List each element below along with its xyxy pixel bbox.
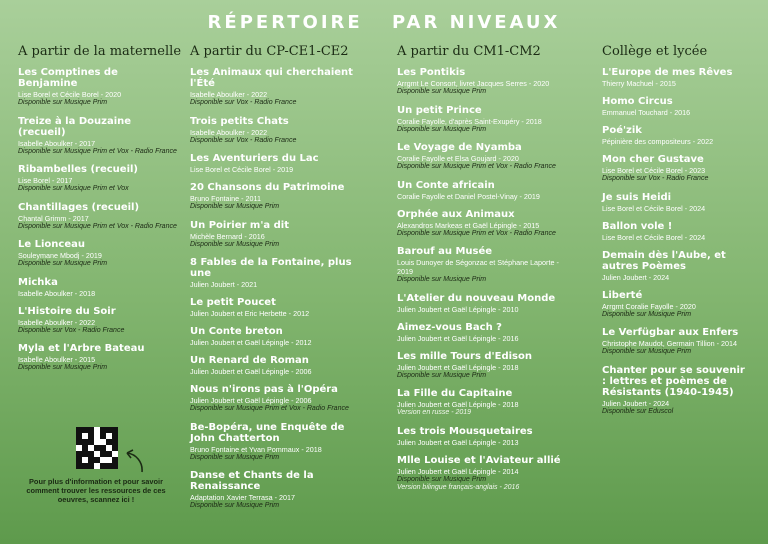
work-year: 2006	[295, 367, 312, 376]
separator: -	[66, 213, 73, 223]
work-credits	[602, 302, 752, 311]
list-item	[190, 153, 370, 174]
separator: -	[682, 166, 690, 175]
work-title: Un Conte africain	[397, 179, 495, 191]
work-authors: Bruno Fontaine	[190, 194, 240, 203]
separator: -	[496, 466, 503, 476]
work-year: 2011	[245, 194, 262, 203]
work-availability: Disponible sur Musique Prim	[397, 276, 487, 283]
list-item	[18, 306, 178, 336]
work-availability: Disponible sur Musique Prim	[190, 502, 280, 509]
work-availability: Disponible sur Musique Prim et Vox - Radio France	[18, 222, 177, 230]
list-item	[602, 192, 752, 213]
separator: -	[49, 176, 57, 185]
list-item	[190, 384, 370, 414]
work-note: Version bilingue français-anglais - 2016	[397, 484, 520, 491]
work-title: Le petit Poucet	[190, 297, 276, 308]
work-credits	[397, 192, 572, 201]
list-item	[397, 105, 572, 135]
list-item	[190, 116, 370, 146]
work-year: 2016	[502, 333, 519, 343]
work-availability: Disponible sur Musique Prim	[190, 453, 280, 461]
work-year: 2017	[56, 176, 73, 185]
work-title: Je suis Heidi	[602, 191, 672, 203]
work-availability: Disponible sur Musique Prim	[397, 125, 487, 133]
work-authors: Julien Joubert et Gaël Lépingle	[397, 466, 497, 476]
work-title: Les Animaux qui cherchaient l'Été	[190, 67, 353, 89]
column-cm1-cm2	[397, 44, 572, 501]
separator: -	[714, 339, 722, 348]
work-authors: Isabelle Aboulker	[190, 127, 245, 137]
work-authors: Julien Joubert et Gaël Lépingle	[397, 362, 497, 372]
column-heading: Collège et lycée	[602, 44, 708, 59]
work-year: 2015	[79, 355, 96, 364]
column-heading: A partir du CM1-CM2	[397, 44, 541, 59]
work-availability: Disponible sur Musique Prim	[602, 310, 692, 318]
work-year: 2018	[502, 362, 519, 372]
work-year: 2017	[79, 138, 96, 148]
work-title: L'Europe de mes Rêves	[602, 67, 733, 78]
separator: -	[242, 231, 249, 241]
separator: -	[72, 317, 80, 327]
work-title: Barouf au Musée	[397, 246, 493, 257]
work-year: 2012	[293, 309, 310, 318]
work-authors: Christophe Maudot, Germain Tillion	[602, 339, 715, 348]
separator: -	[299, 444, 306, 454]
work-authors: Michèle Bernard	[190, 231, 243, 241]
separator: -	[646, 398, 654, 408]
column-heading: A partir de la maternelle	[18, 44, 182, 59]
work-credits	[602, 108, 752, 117]
work-year: 2019	[397, 267, 413, 276]
list-item	[190, 326, 370, 347]
work-authors: Lise Borel	[18, 176, 50, 185]
separator: -	[286, 309, 294, 318]
work-year: 2023	[689, 166, 706, 175]
work-credits	[18, 318, 178, 327]
work-year: 2016	[674, 108, 691, 117]
work-credits	[18, 355, 178, 364]
work-title: Ballon vole !	[602, 220, 673, 232]
separator: -	[646, 272, 654, 282]
work-availability: Disponible sur Vox - Radio France	[18, 326, 125, 334]
work-authors: Julien Joubert	[602, 398, 647, 408]
separator: -	[496, 362, 503, 372]
work-authors: Isabelle Aboulker	[190, 90, 245, 99]
arrow-icon	[122, 448, 148, 474]
page-title	[0, 12, 768, 33]
work-credits	[397, 467, 572, 476]
work-authors: Isabelle Aboulker	[18, 317, 73, 327]
separator: -	[289, 338, 296, 347]
work-title: Le Voyage de Nyamba	[397, 142, 522, 153]
work-authors: Lise Borel et Cécile Borel	[602, 232, 683, 242]
work-credits	[190, 232, 370, 241]
work-title: Un Poirier m'a dit	[190, 219, 289, 231]
work-title: Chantillages (recueil)	[18, 201, 140, 213]
work-authors: Isabelle Aboulker	[18, 288, 73, 298]
separator: -	[516, 220, 524, 230]
work-title: Les Comptines de Benjamine	[18, 67, 118, 89]
work-credits	[190, 90, 370, 99]
work-year: 2024	[653, 398, 670, 408]
list-item	[190, 257, 370, 289]
work-authors: Coralie Fayolle et Elsa Goujard	[397, 154, 497, 163]
separator: -	[682, 203, 690, 213]
work-credits	[397, 221, 572, 230]
work-availability: Disponible sur Musique Prim et Vox - Radio France	[18, 147, 177, 155]
work-year: 2013	[502, 437, 519, 447]
separator: -	[653, 79, 660, 88]
list-item	[190, 355, 370, 376]
work-credits	[18, 139, 178, 148]
list-item	[602, 154, 752, 184]
work-year: 2020	[679, 301, 696, 311]
list-item	[18, 164, 178, 194]
work-note: Version en russe - 2019	[397, 409, 472, 416]
separator: -	[496, 304, 503, 314]
work-title: Treize à la Douzaine (recueil)	[18, 115, 132, 138]
work-year: 2017	[72, 213, 89, 223]
list-item	[18, 239, 178, 269]
work-availability: Disponible sur Vox - Radio France	[190, 99, 297, 106]
work-authors: Julien Joubert et Gaël Lépingle	[397, 437, 497, 447]
work-authors: Arrgmt Coralie Fayolle	[602, 301, 674, 311]
work-title: Mon cher Gustave	[602, 154, 704, 165]
work-year: 2020	[502, 154, 519, 163]
work-credits	[602, 339, 752, 348]
column-heading: A partir du CP-CE1-CE2	[190, 44, 349, 59]
work-year: 2022	[251, 127, 268, 137]
work-title: Myla et l'Arbre Bateau	[18, 343, 145, 354]
work-authors: Isabelle Aboulker	[18, 138, 73, 148]
work-credits	[397, 79, 572, 88]
work-authors: Julien Joubert et Gaël Lépingle	[397, 304, 497, 314]
work-title: Liberté	[602, 289, 643, 301]
work-credits	[18, 176, 178, 185]
work-authors: Thierry Machuel	[602, 79, 654, 88]
work-title: Les Pontikis	[397, 67, 466, 78]
work-availability: Disponible sur Musique Prim	[18, 364, 108, 371]
work-credits	[602, 137, 752, 146]
work-authors: Emmanuel Touchard	[602, 108, 668, 117]
work-year: 2018	[502, 400, 519, 409]
work-year: 2015	[659, 79, 676, 88]
work-credits	[190, 165, 370, 174]
work-availability: Disponible sur Vox - Radio France	[190, 136, 297, 144]
work-title: Michka	[18, 276, 58, 288]
work-authors: Julien Joubert et Gaël Lépingle	[397, 400, 497, 409]
work-title: Trois petits Chats	[190, 115, 289, 127]
work-year: 2022	[697, 137, 714, 146]
work-year: 2012	[295, 338, 312, 347]
work-credits	[18, 90, 178, 99]
work-year: 2022	[79, 317, 96, 327]
work-availability: Disponible sur Musique Prim	[190, 203, 280, 210]
qr-info-text: Pour plus d'information et pour savoir comment trouver les ressources de ces oeuvres, scannez ici !	[26, 477, 166, 504]
work-title: 20 Chansons du Patrimoine	[190, 182, 345, 193]
list-item	[397, 246, 572, 285]
work-availability: Disponible sur Musique Prim	[397, 371, 487, 379]
work-credits	[397, 258, 572, 276]
work-credits	[397, 334, 572, 343]
work-year: 2019	[85, 251, 102, 260]
work-authors: Alexandros Markeas et Gaël Lépingle	[397, 220, 517, 230]
list-item	[602, 96, 752, 117]
separator: -	[496, 154, 503, 163]
separator: -	[519, 116, 526, 126]
work-authors: Coralie Fayolle et Daniel Postel-Vinay	[397, 191, 518, 201]
work-year: 2022	[251, 90, 268, 99]
work-availability: Disponible sur Musique Prim	[190, 240, 280, 248]
work-authors: Arrgmt Le Consort, livret Jacques Serres	[397, 79, 527, 88]
work-availability: Disponible sur Musique Prim	[397, 88, 487, 95]
list-item	[602, 290, 752, 320]
work-credits	[190, 445, 370, 454]
work-year: 2010	[502, 304, 519, 314]
list-item	[397, 426, 572, 447]
work-credits	[18, 289, 178, 298]
work-year: 2020	[533, 79, 550, 88]
work-title: L'Histoire du Soir	[18, 305, 116, 317]
separator: -	[272, 493, 279, 502]
list-item	[18, 67, 178, 108]
qr-module	[112, 463, 118, 469]
work-title: Aimez-vous Bach ?	[397, 321, 502, 333]
title-part-2: PAR NIVEAUX	[391, 12, 561, 33]
work-title: Homo Circus	[602, 96, 673, 107]
separator: -	[496, 437, 503, 447]
work-authors: Souleymane Mbodj	[18, 251, 80, 260]
work-year: 2019	[523, 191, 540, 201]
work-year: 2006	[295, 396, 312, 405]
work-credits	[397, 154, 572, 163]
list-item	[602, 365, 752, 417]
work-credits	[602, 204, 752, 213]
separator: -	[496, 333, 503, 343]
work-title: Nous n'irons pas à l'Opéra	[190, 384, 338, 395]
work-year: 2014	[502, 466, 519, 476]
work-authors: Lise Borel et Cécile Borel	[18, 90, 99, 99]
work-title: Le Verfügbar aux Enfers	[602, 327, 739, 338]
work-year: 2018	[79, 288, 96, 298]
work-credits	[397, 363, 572, 372]
work-title: Poé'zik	[602, 125, 642, 136]
separator: -	[673, 301, 680, 311]
work-year: 2020	[105, 90, 122, 99]
work-year: 2019	[277, 165, 294, 174]
work-availability: Disponible sur Musique Prim et Vox - Radio France	[190, 405, 349, 412]
work-authors: Julien Joubert	[190, 280, 235, 289]
separator: -	[270, 165, 278, 174]
work-title: Les mille Tours d'Edison	[397, 350, 532, 362]
work-credits	[602, 233, 752, 242]
work-credits	[397, 117, 572, 126]
list-item	[397, 455, 572, 493]
list-item	[602, 327, 752, 357]
work-credits	[190, 367, 370, 376]
work-authors: Coralie Fayolle, d'après Saint-Exupéry	[397, 116, 520, 126]
work-credits	[397, 438, 572, 447]
work-authors: Louis Dunoyer de Ségonzac et Stéphane Laporte	[397, 258, 555, 267]
work-year: 2016	[248, 231, 265, 241]
work-title: Danse et Chants de la Renaissance	[190, 470, 314, 492]
work-credits	[190, 338, 370, 347]
list-item	[190, 297, 370, 318]
work-year: 2015	[523, 220, 540, 230]
separator: -	[244, 90, 252, 99]
column-maternelle	[18, 44, 182, 381]
separator: -	[554, 258, 559, 267]
list-item	[602, 125, 752, 146]
column-cp-ce1-ce2	[190, 44, 370, 519]
work-title: Ribambelles (recueil)	[18, 164, 139, 175]
work-authors: Bruno Fontaine et Yvan Pommaux	[190, 444, 300, 454]
work-authors: Julien Joubert et Gaël Lépingle	[190, 338, 290, 347]
work-authors: Isabelle Aboulker	[18, 355, 73, 364]
work-title: Un Conte breton	[190, 326, 283, 337]
qr-code-icon[interactable]	[76, 427, 118, 469]
work-credits	[602, 166, 752, 175]
title-part-1: RÉPERTOIRE	[207, 12, 363, 33]
work-title: Les Aventuriers du Lac	[190, 153, 319, 164]
work-authors: Julien Joubert et Eric Herbette	[190, 309, 287, 318]
work-authors: Adaptation Xavier Terrasa	[190, 493, 273, 502]
separator: -	[72, 138, 80, 148]
list-item	[190, 67, 370, 108]
work-authors: Pépinière des compositeurs	[602, 137, 691, 146]
list-item	[18, 277, 178, 298]
work-year: 2018	[525, 116, 542, 126]
work-availability: Disponible sur Musique Prim et Vox - Radio France	[397, 163, 556, 170]
work-availability: Disponible sur Musique Prim et Vox	[18, 185, 129, 192]
work-credits	[190, 128, 370, 137]
work-credits	[190, 396, 370, 405]
work-availability: Disponible sur Eduscol	[602, 407, 674, 415]
list-item	[190, 220, 370, 250]
separator: -	[79, 251, 86, 260]
work-title: L'Atelier du nouveau Monde	[397, 292, 556, 304]
work-year: 2018	[305, 444, 322, 454]
work-title: Be-Bopéra, une Enquête de John Chatterton	[190, 421, 345, 444]
work-year: 2024	[653, 272, 670, 282]
work-availability: Disponible sur Musique Prim et Vox - Radio France	[397, 229, 556, 237]
work-title: Le Lionceau	[18, 239, 86, 250]
separator: -	[526, 79, 534, 88]
work-authors: Julien Joubert et Gaël Lépingle	[397, 333, 497, 343]
separator: -	[72, 355, 80, 364]
list-item	[397, 293, 572, 314]
list-item	[397, 180, 572, 201]
list-item	[602, 221, 752, 242]
separator: -	[690, 137, 698, 146]
work-availability: Disponible sur Musique Prim	[397, 475, 487, 483]
work-credits	[397, 305, 572, 314]
separator: -	[239, 194, 246, 203]
list-item	[397, 142, 572, 172]
separator: -	[667, 108, 675, 117]
separator: -	[517, 191, 524, 201]
list-item	[397, 388, 572, 418]
separator: -	[682, 232, 690, 242]
work-title: Chanter pour se souvenir : lettres et poèmes de Résistants (1940-1945)	[602, 364, 745, 398]
list-item	[190, 422, 370, 463]
work-year: 2014	[721, 339, 738, 348]
work-year: 2024	[689, 232, 706, 242]
work-year: 2017	[278, 493, 295, 502]
work-authors: Julien Joubert et Gaël Lépingle	[190, 396, 290, 405]
work-authors: Lise Borel et Cécile Borel	[602, 203, 683, 213]
column-college-lycee	[602, 44, 752, 424]
work-credits	[18, 251, 178, 260]
work-availability: Disponible sur Vox - Radio France	[602, 175, 709, 182]
list-item	[397, 209, 572, 239]
list-item	[397, 322, 572, 343]
separator: -	[496, 400, 503, 409]
separator: -	[289, 396, 296, 405]
work-authors: Julien Joubert et Gaël Lépingle	[190, 367, 290, 376]
separator: -	[98, 90, 106, 99]
work-availability: Disponible sur Musique Prim	[18, 99, 108, 106]
work-credits	[190, 309, 370, 318]
list-item	[602, 67, 752, 88]
work-title: Les trois Mousquetaires	[397, 425, 533, 437]
work-title: Un petit Prince	[397, 104, 482, 116]
work-availability: Disponible sur Musique Prim	[18, 260, 108, 267]
list-item	[602, 250, 752, 282]
separator: -	[234, 280, 242, 289]
work-authors: Lise Borel et Cécile Borel	[190, 165, 271, 174]
list-item	[18, 116, 178, 157]
list-item	[18, 202, 178, 232]
separator: -	[289, 367, 296, 376]
work-authors: Julien Joubert	[602, 272, 647, 282]
work-year: 2024	[689, 203, 706, 213]
separator: -	[244, 127, 252, 137]
work-credits	[190, 493, 370, 502]
work-credits	[190, 194, 370, 203]
list-item	[190, 182, 370, 212]
work-authors: Lise Borel et Cécile Borel	[602, 166, 683, 175]
work-credits	[602, 273, 752, 282]
work-availability: Disponible sur Musique Prim	[602, 348, 692, 355]
work-credits	[397, 400, 572, 409]
work-title: Orphée aux Animaux	[397, 208, 515, 220]
work-title: La Fille du Capitaine	[397, 388, 513, 399]
work-credits	[18, 214, 178, 223]
work-credits	[602, 79, 752, 88]
list-item	[190, 470, 370, 511]
work-title: Demain dès l'Aube, et autres Poèmes	[602, 249, 726, 272]
work-credits	[602, 399, 752, 408]
work-year: 2021	[241, 280, 258, 289]
work-title: Un Renard de Roman	[190, 355, 309, 366]
list-item	[397, 67, 572, 97]
work-title: Mlle Louise et l'Aviateur allié	[397, 454, 561, 466]
separator: -	[72, 288, 80, 298]
work-title: 8 Fables de la Fontaine, plus une	[190, 257, 352, 279]
work-authors: Chantal Grimm	[18, 213, 67, 223]
list-item	[18, 343, 178, 373]
work-credits	[190, 280, 370, 289]
list-item	[397, 351, 572, 381]
